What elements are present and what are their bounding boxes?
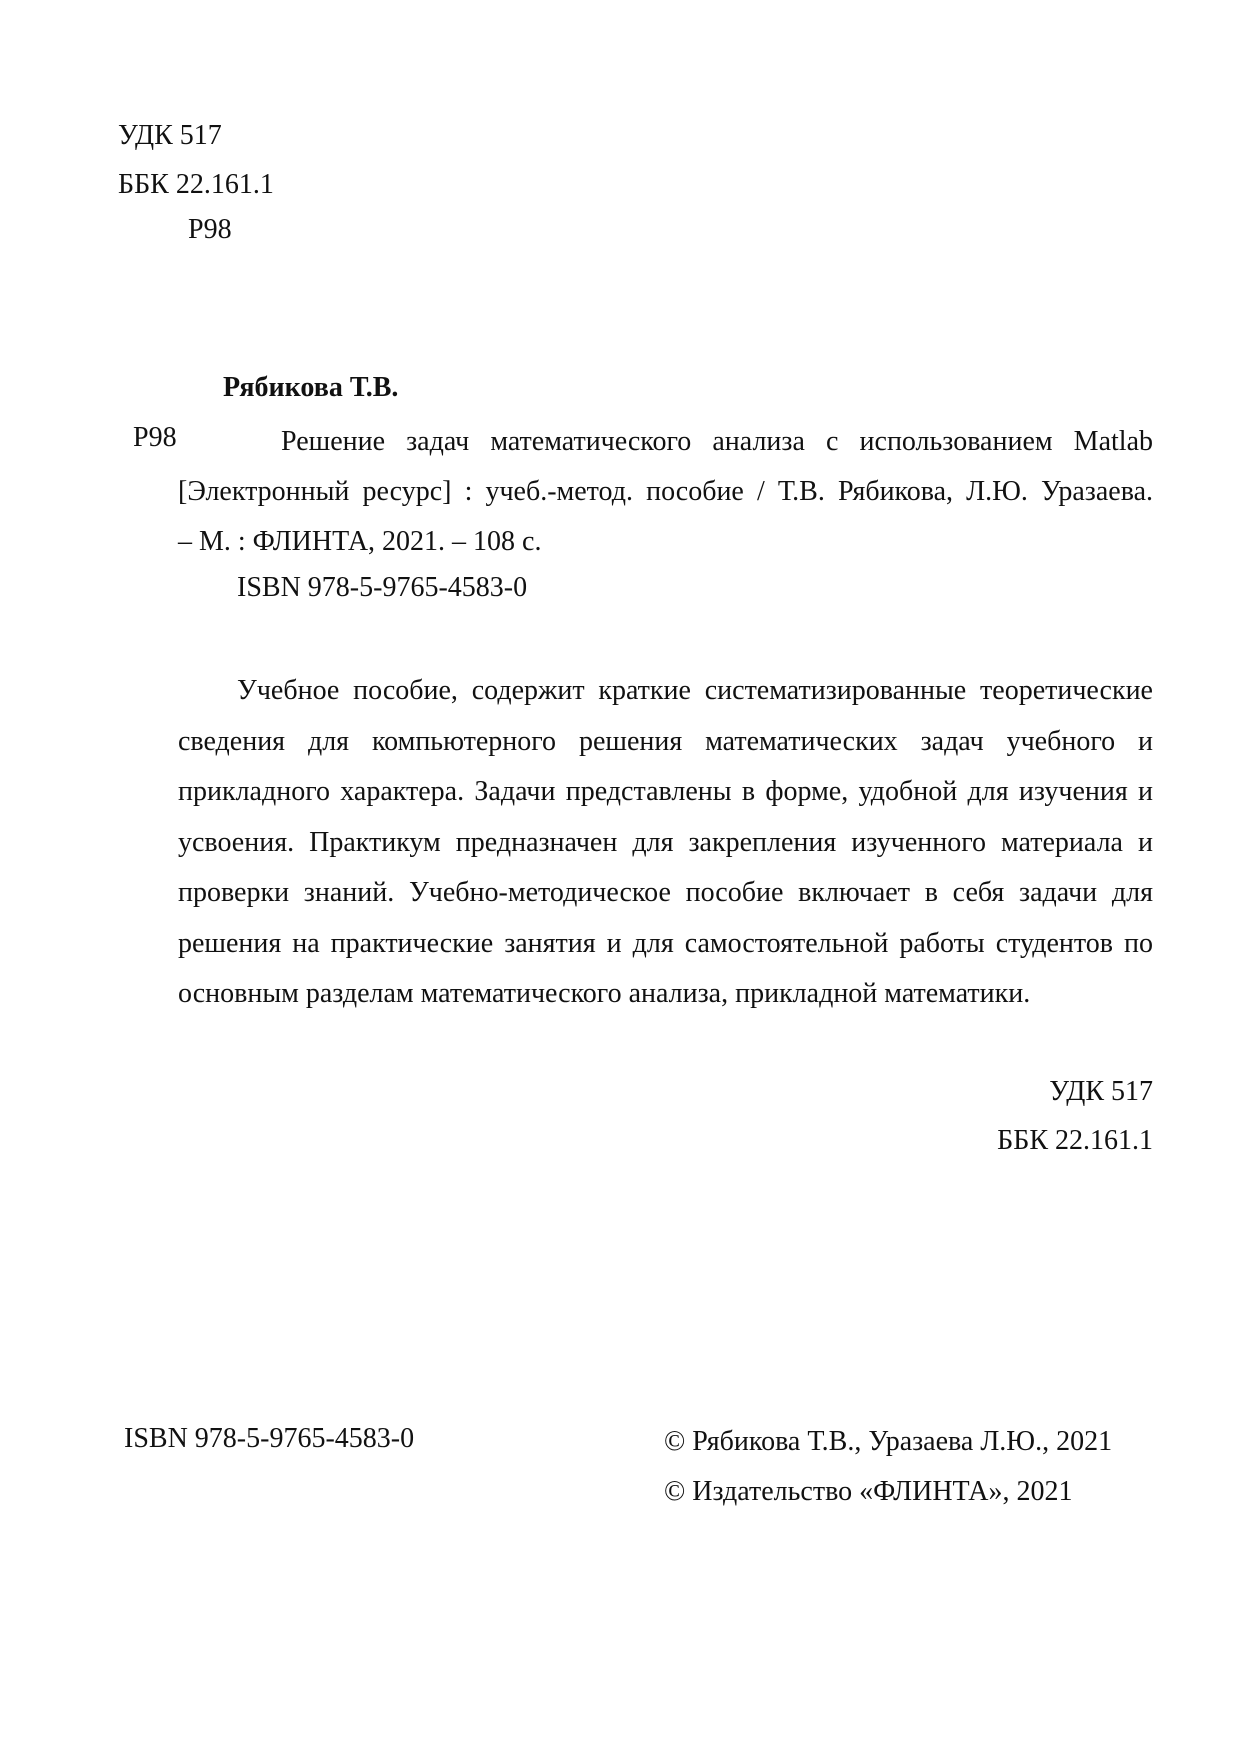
- author-sign-top: Р98: [188, 214, 232, 245]
- copyright-publisher: © Издательство «ФЛИНТА», 2021: [664, 1476, 1073, 1507]
- author-name: Рябикова Т.В.: [223, 372, 399, 403]
- bbk-code-right: ББК 22.161.1: [997, 1125, 1153, 1156]
- copyright-authors: © Рябикова Т.В., Уразаева Л.Ю., 2021: [664, 1426, 1113, 1457]
- biblio-publication-line: – М. : ФЛИНТА, 2021. – 108 с.: [178, 526, 542, 557]
- biblio-responsibility-line: [Электронный ресурс] : учеб.-метод. пособие / Т.В. Рябикова, Л.Ю. Уразаева.: [178, 476, 1153, 507]
- biblio-title-line: Решение задач математического анализа с использованием Matlab: [281, 426, 1153, 457]
- isbn-entry: ISBN 978-5-9765-4583-0: [237, 572, 528, 603]
- author-sign-entry: Р98: [133, 422, 177, 453]
- annotation-text: Учебное пособие, содержит краткие систематизированные теоретические сведения для компьютерного решения математических задач учебного и прикладного характера. Задачи представлены в форме, удобной для изучения и усвоения. Практикум предназначен для закрепления изученного материала и проверки знаний. Учебно-методическое пособие включает в себя задачи для решения на практические занятия и для самостоятельной работы студентов по основным разделам математического анализа, прикладной математики.: [178, 675, 1153, 1009]
- udk-code-right: УДК 517: [1049, 1076, 1153, 1107]
- bibliographic-description: [178, 417, 1153, 567]
- isbn-footer: ISBN 978-5-9765-4583-0: [124, 1423, 415, 1454]
- udk-code-top: УДК 517: [118, 120, 222, 151]
- bbk-code-top: ББК 22.161.1: [118, 169, 274, 200]
